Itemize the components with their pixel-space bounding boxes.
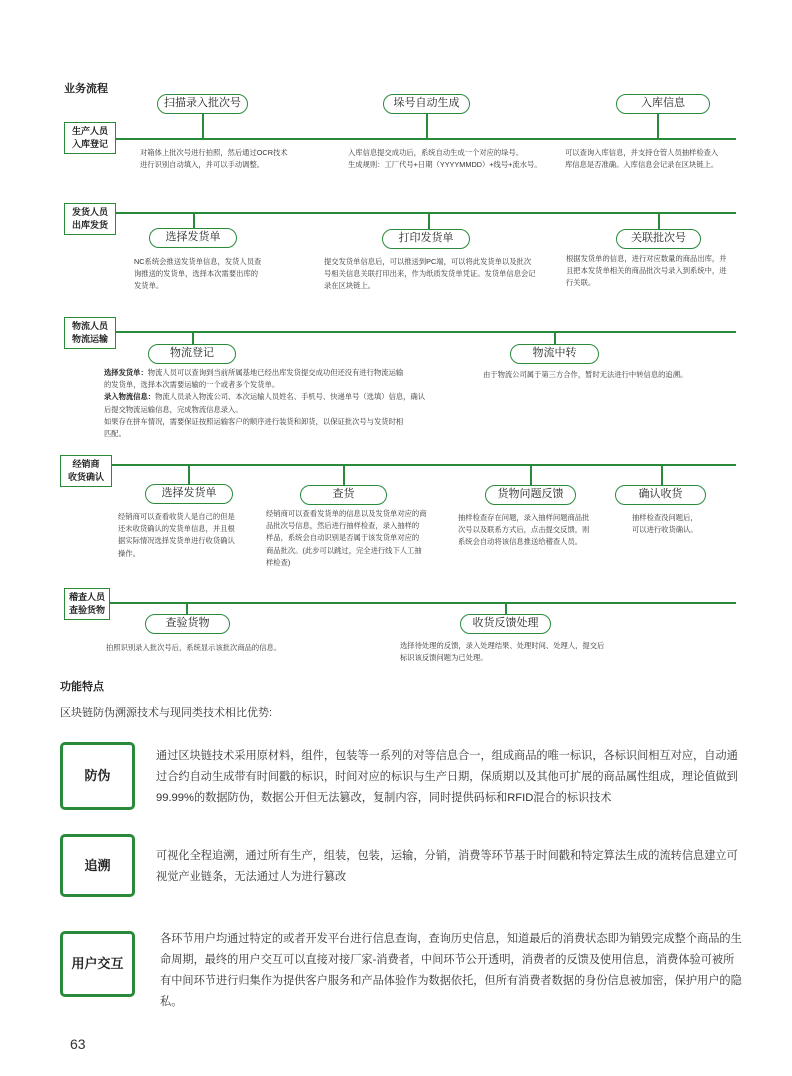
step-confirm-receipt: 确认收货 [615, 485, 706, 505]
step-logistics-register: 物流登记 [148, 344, 236, 364]
feature-card-trace: 追溯 [60, 834, 135, 897]
step-desc: 经销商可以查看收货人是自己的但是 还未收货确认的发货单信息，并且根 据实际情况选择发货单进行收货确认 操作。 [118, 512, 235, 558]
connector [428, 213, 430, 229]
step-desc: 拍照识别录入批次号后，系统显示该批次商品的信息。 [106, 643, 282, 652]
connector [658, 213, 660, 229]
features-intro: 区块链防伪溯源技术与现同类技术相比优势: [60, 707, 273, 719]
connector [202, 113, 204, 138]
step-desc: 入库信息提交成功后，系统自动生成一个对应的垛号。 生成规则：工厂代号+日期（YYYYMMDD）+线号+流水号。 [348, 148, 542, 170]
role-logistics: 物流人员 物流运输 [64, 317, 116, 349]
step-inbound-info: 入库信息 [616, 94, 710, 114]
step-desc [104, 367, 444, 440]
row-line [64, 138, 736, 140]
role-shipping: 发货人员 出库发货 [64, 203, 116, 235]
step-select-delivery: 选择发货单 [149, 228, 237, 248]
step-stack-number: 垛号自动生成 [383, 94, 470, 114]
feature-card-interaction: 用户交互 [60, 931, 135, 997]
step-problem-feedback: 货物问题反馈 [485, 485, 576, 505]
step-inspect-goods: 查验货物 [145, 614, 230, 634]
step-feedback-process: 收货反馈处理 [460, 614, 551, 634]
step-desc: 抽样检查存在问题，录入抽样问题商品批 次号以及联系方式后，点击提交反馈，则 系统会自动将该信息推送给稽查人员。 [458, 513, 590, 547]
step-desc: 提交发货单信息后，可以推送到PC端，可以将此发货单以及批次 号相关信息关联打印出来，作为纸质发货单凭证。发货单信息会记 录在区块链上。 [324, 257, 536, 291]
step-dealer-select: 选择发货单 [145, 484, 233, 504]
role-dealer: 经销商 收货确认 [60, 455, 112, 487]
row-line [64, 331, 736, 333]
step-desc: 根据发货单的信息，进行对应数量的商品出库，并 且把本发货单相关的商品批次号录入到系统中，进 行关联。 [566, 254, 727, 288]
desc-inline-label: 录入物流信息： [104, 392, 156, 402]
feature-text-anti-counterfeit: 通过区块链技术采用原材料，组件，包装等一系列的对等信息合一，组成商品的唯一标识，各标识间相互对应，自动通过合约自动生成带有时间戳的标识，时间对应的标识与生产日期，保质期以及其他可扩展的商品属性组成，理论值做到99.99%的数据防伪，数据公开但无法篡改，复制内容，同时提供码标和RFID混合的标识技术 [156, 750, 738, 804]
feature-text-trace: 可视化全程追溯，通过所有生产，组装，包装，运输，分销，消费等环节基于时间戳和特定算法生成的流转信息建立可视觉产业链条，无法通过人为进行篡改 [156, 850, 738, 883]
step-desc: 对箱体上批次号进行拍照，然后通过OCR技术 进行识别自动填入，并可以手动调整。 [140, 148, 288, 170]
step-desc: 选择待处理的反馈，录入处理结果、处理时间、处理人，提交后 标识该反馈问题为已处理。 [400, 641, 605, 663]
connector [193, 213, 195, 229]
connector [661, 465, 663, 485]
row-line [64, 464, 736, 466]
step-scan-batch: 扫描录入批次号 [157, 94, 248, 114]
desc-inline-label: 选择发货单： [104, 368, 148, 377]
section-title-features: 功能特点 [60, 681, 104, 693]
feature-card-anti-counterfeit: 防伪 [60, 742, 135, 810]
page-number: 63 [70, 1036, 86, 1052]
step-check-goods: 查货 [300, 485, 387, 505]
step-desc: NC系统会推送发货单信息，发货人员查 询推送的发货单，选择本次需要出库的 发货单。 [134, 257, 262, 291]
step-link-batch: 关联批次号 [616, 229, 701, 249]
step-desc: 由于物流公司属于第三方合作，暂时无法进行中转信息的追溯。 [483, 370, 688, 379]
step-desc: 经销商可以查看发货单的信息以及发货单对应的商 品批次号信息，然后进行抽样检查，录入抽样的 样品，系统会自动识别是否属于该发货单对应的 商品批次。(此步可以跳过，完全进行线下人工抽 样检查) [266, 509, 427, 567]
section-title-workflow: 业务流程 [64, 83, 108, 95]
step-logistics-transfer: 物流中转 [510, 344, 599, 364]
step-desc: 可以查询入库信息，并支持仓管人员抽样检查入 库信息是否准确。入库信息会记录在区块链上。 [565, 148, 719, 170]
step-print-delivery: 打印发货单 [382, 229, 470, 249]
desc-line: 选择发货单：物流人员可以查询到当前所属基地已经出库发货提交成功但还没有进行物流运输 的发货单，选择本次需要运输的一个或者多个发货单。 录入物流信息：物流人员录入物流公司、本次运输人员姓名、手机号、快递单号（选填）信息，确认 后提交物流运输信息，完成物流信息录入。 如果存在拼车情况，需要保证按照运输客户的顺序进行装货和卸货，以保证批次号与发货时相 匹配。 [104, 368, 426, 439]
step-desc: 抽样检查没问题后， 可以进行收货确认。 [632, 513, 698, 535]
connector [657, 113, 659, 138]
connector [530, 465, 532, 485]
connector [188, 465, 190, 485]
feature-text-interaction: 各环节用户均通过特定的或者开发平台进行信息查询，查询历史信息，知道最后的消费状态即为销毁完成整个商品的生命周期，最终的用户交互可以直接对接厂家-消费者，中间环节公开透明，消费者的反馈及使用信息，消费体验可被所有中间环节进行归集作为提供客户服务和产品体验作为数据依托，但所有消费者数据的身份信息被加密，保护用户的隐私。 [160, 933, 742, 1008]
connector [426, 113, 428, 138]
row-line [64, 602, 736, 604]
row-line [64, 212, 736, 214]
connector [343, 465, 345, 485]
role-inspector: 稽查人员 查验货物 [64, 588, 110, 620]
role-production: 生产人员 入库登记 [64, 122, 116, 154]
